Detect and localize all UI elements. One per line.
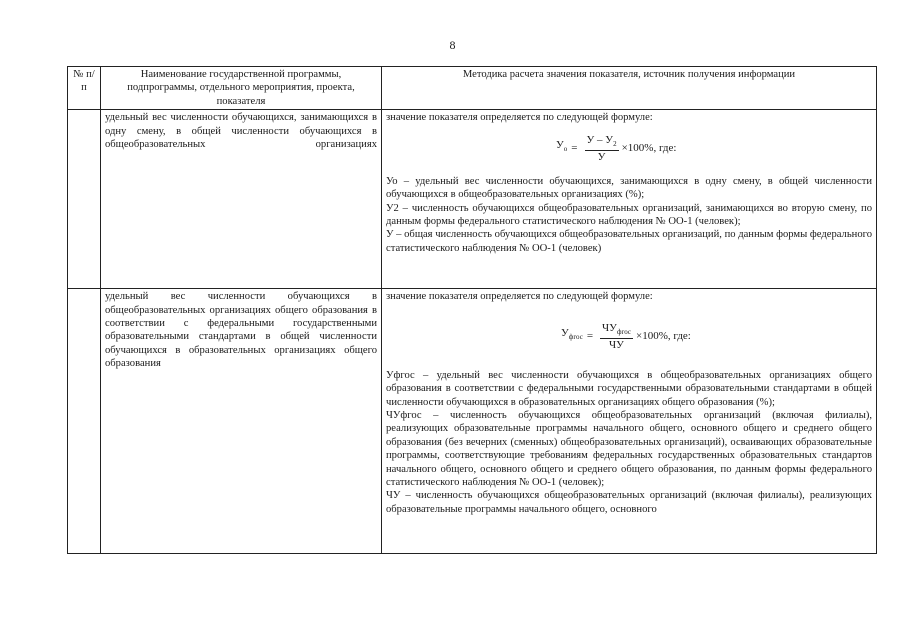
page-number: 8	[449, 38, 456, 52]
definition: У2 – численность обучающихся общеобразовательных организаций, занимающихся во вторую смену, по данным формы федерального статистического наблюдения № ОО-1 (человек);	[386, 202, 872, 228]
formula-eq: =	[586, 329, 594, 342]
indicator-table	[67, 66, 877, 554]
formula-fraction	[600, 322, 633, 351]
definition: ЧУфгос – численность обучающихся общеобразовательных организаций (включая филиалы), реализующих образовательные программы начального общего, основного общего и среднего общего образования (без вечерних (сменных) общеобразовательных организаций), осваивающих образовательные программы, соответствующие требованиям федеральных государственных образовательных стандартов начального общего, основного общего и среднего общего образования, по данным формы федерального статистического наблюдения № ОО-1 (человек);	[386, 410, 872, 489]
formula-numerator: $ЧУ_{фгос}$	[600, 322, 633, 339]
formula-numerator: У – $У_2$	[585, 134, 619, 151]
indicator-name: удельный вес численности обучающихся, занимающихся в одну смену, в общей численности обучающихся в общеобразовательных организациях	[101, 110, 382, 289]
definition: Уо – удельный вес численности обучающихся, занимающихся в одну смену, в общей численности обучающихся в общеобразовательных организациях (%);	[386, 175, 872, 201]
table-header-row	[68, 67, 877, 110]
header-method: Методика расчета значения показателя, источник получения информации	[382, 67, 877, 110]
formula-lhs: $У_о$	[556, 139, 568, 154]
method-cell	[382, 289, 877, 554]
formula-fraction	[585, 134, 619, 163]
formula-lhs: $У_{фгос}$	[561, 327, 583, 342]
definition: ЧУ – численность обучающихся общеобразовательных организаций (включая филиалы), реализующих образовательные программы начального общего, основного	[386, 490, 872, 515]
formula-tail: ×100%, где:	[621, 141, 677, 154]
formula	[386, 134, 872, 163]
row-num	[68, 289, 101, 554]
formula-eq: =	[571, 141, 578, 154]
table-row	[68, 110, 877, 289]
definition: Уфгос – удельный вес численности обучающихся в общеобразовательных организациях общего образования в соответствии с федеральными государственными образовательными стандартами в общей численности обучающихся в образовательных организациях общего образования (%);	[386, 369, 872, 408]
formula-tail: ×100%, где:	[635, 329, 691, 342]
formula-denominator: ЧУ	[609, 338, 624, 351]
method-intro: значение показателя определяется по следующей формуле:	[386, 291, 653, 303]
method-cell	[382, 110, 877, 289]
formula	[386, 322, 872, 351]
header-name: Наименование государственной программы, подпрограммы, отдельного мероприятия, проекта, показателя	[101, 67, 382, 110]
indicator-name: удельный вес численности обучающихся в общеобразовательных организациях общего образования в соответствии с федеральными государственными образовательными стандартами в общей численности обучающихся в образовательных организациях общего образования	[101, 289, 382, 554]
method-intro: значение показателя определяется по следующей формуле:	[386, 112, 653, 124]
definition: У – общая численность обучающихся общеобразовательных организаций, по данным формы федерального статистического наблюдения № ОО-1 (человек)	[386, 229, 872, 254]
header-num: № п/п	[68, 67, 101, 110]
formula-denominator: У	[597, 150, 606, 163]
row-num	[68, 110, 101, 289]
table-row	[68, 289, 877, 554]
